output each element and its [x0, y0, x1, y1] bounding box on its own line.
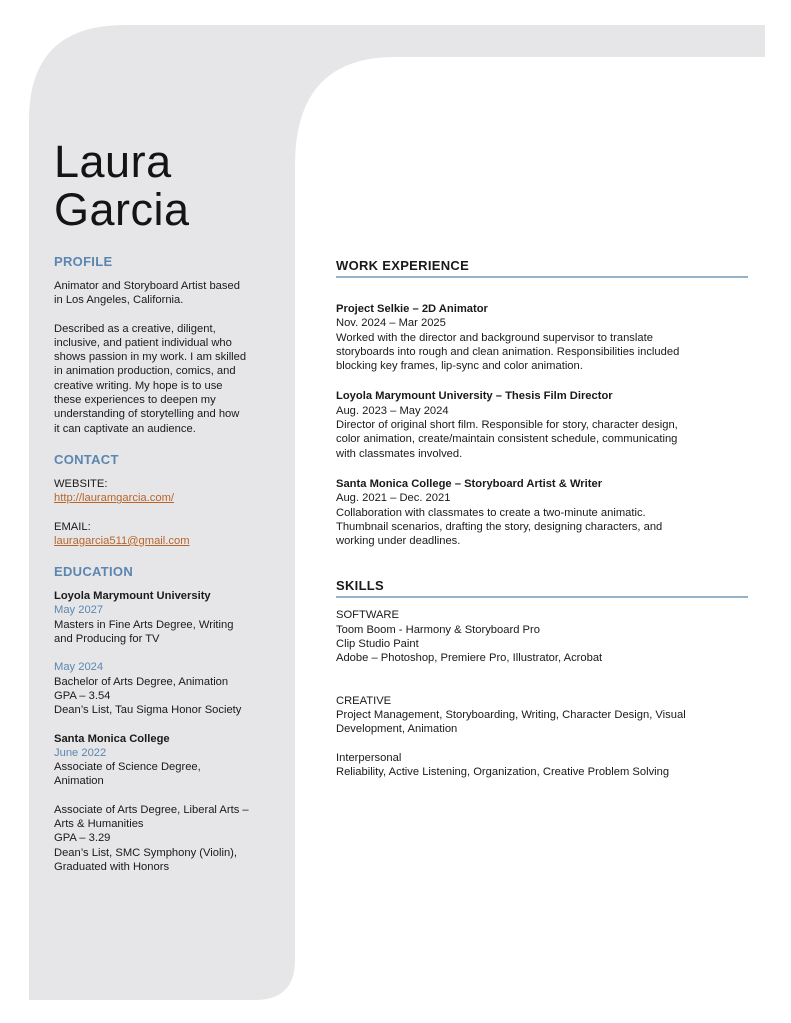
job-title: Loyola Marymount University – Thesis Film Director: [336, 390, 613, 403]
left-column: Laura Garcia PROFILE Animator and Storyboard Artist based in Los Angeles, California. Described as a creative, diligent, inclusive, and patient individual who shows passion in my work. I am skilled in animation production, comics, and creative writing. My hope is to use these experiences to deepen my understanding of storytelling and how it can captivate an audience. CONTACT WEBSITE: http://lauramgarcia.com/ EMAIL: lauragarcia511@gmail.com EDUCATION Loyola Marymount University May 2027 Masters in Fine Arts Degree, Writing and Producing for TV May 2024 Bachelor of Arts Degree, Animation GPA – 3.54 Dean’s List, Tau Sigma Honor Society Santa Monica College June 2022 Associate of Science Degree, Animation Associate of Arts Degree, Liberal Arts – Arts & Humanities GPA – 3.29 Dean’s List, SMC Symphony (Violin), Graduated with Honors: [54, 138, 286, 874]
email-label: EMAIL:: [54, 520, 91, 533]
job-entry: Santa Monica College – Storyboard Artist & Writer Aug. 2021 – Dec. 2021 Collaboration with classmates to create a two-minute animatic. Thumbnail scenarios, drafting the story, designing characters, and working under deadlines.: [336, 477, 748, 548]
first-name: Laura: [54, 136, 172, 187]
email-link[interactable]: lauragarcia511@gmail.com: [54, 534, 190, 547]
education-title: EDUCATION: [54, 564, 134, 580]
profile-paragraph-1: Animator and Storyboard Artist based in Los Angeles, California.: [54, 280, 240, 307]
profile-title: PROFILE: [54, 254, 113, 269]
job-entry: Loyola Marymount University – Thesis Film Director Aug. 2023 – May 2024 Director of original short film. Responsible for story, character design, color animation, create/maintain consistent schedule, communicating with classmates involved.: [336, 389, 748, 460]
lmu-degree-1: Masters in Fine Arts Degree, Writing: [54, 618, 234, 631]
software-label: SOFTWARE: [336, 609, 399, 622]
job-date: Aug. 2023 – May 2024: [336, 404, 449, 417]
job-entry: Project Selkie – 2D Animator Nov. 2024 – Mar 2025 Worked with the director and background supervisor to translate storyboards into rough and clean animation. Responsibilities included blocking key frames, lip-sync and color animation.: [336, 302, 748, 373]
software-skill: Toom Boom - Harmony & Storyboard Pro: [336, 623, 540, 636]
software-skill: Adobe – Photoshop, Premiere Pro, Illustrator, Acrobat: [336, 652, 603, 665]
name-heading: [54, 138, 286, 254]
contact-title: CONTACT: [54, 451, 119, 467]
right-column: WORK EXPERIENCE Project Selkie – 2D Animator Nov. 2024 – Mar 2025 Worked with the director and background supervisor to translate storyboards into rough and clean animation. Responsibilities included blocking key frames, lip-sync and color animation. Loyola Marymount University – Thesis Film Director Aug. 2023 – May 2024 Director of original short film. Responsible for story, character design, color animation, create/maintain consistent schedule, communicating with classmates involved. Santa Monica College – Storyboard Artist & Writer Aug. 2021 – Dec. 2021 Collaboration with classmates to create a two-minute animatic. Thumbnail scenarios, drafting the story, designing characters, and working under deadlines. SKILLS SOFTWARE Toom Boom - Harmony & Storyboard Pro Clip Studio Paint Adobe – Photoshop, Premiere Pro, Illustrator, Acrobat CREATIVE Project Management, Storyboarding, Writing, Character Design, Visual Development, Animation Interpersonal Reliability, Active Listening, Organization, Creative Problem Solving: [336, 258, 748, 779]
job-date: Nov. 2024 – Mar 2025: [336, 317, 446, 330]
skills-title: SKILLS: [336, 578, 748, 598]
profile-paragraph-2: Described as a creative, diligent, inclusive, and patient individual who shows passion in my work. I am skilled in animation production, comics, and creative writing. My hope is to use these experiences to deepen my understanding of storytelling and how it can captivate an audience.: [54, 322, 247, 435]
interpersonal-skills: Reliability, Active Listening, Organization, Creative Problem Solving: [336, 765, 670, 778]
smc-date: June 2022: [54, 746, 107, 759]
job-description: Collaboration with classmates to create a two-minute animatic.: [336, 506, 646, 519]
smc-degree-1: Associate of Science Degree,: [54, 761, 201, 774]
job-title: Santa Monica College – Storyboard Artist & Writer: [336, 477, 603, 490]
interpersonal-label: Interpersonal: [336, 751, 402, 764]
job-date: Aug. 2021 – Dec. 2021: [336, 492, 451, 505]
lmu-date-1: May 2027: [54, 604, 104, 617]
software-skill: Clip Studio Paint: [336, 638, 419, 651]
last-name: Garcia: [54, 184, 190, 235]
website-label: WEBSITE:: [54, 477, 108, 490]
creative-skills: Project Management, Storyboarding, Writing, Character Design, Visual: [336, 708, 686, 721]
job-title: Project Selkie – 2D Animator: [336, 303, 488, 315]
job-description: Director of original short film. Responsible for story, character design,: [336, 419, 678, 432]
lmu-degree-2: Bachelor of Arts Degree, Animation: [54, 675, 229, 688]
smc-degree-2: Associate of Arts Degree, Liberal Arts –: [54, 803, 249, 816]
job-description: Worked with the director and background supervisor to translate: [336, 331, 653, 344]
creative-label: CREATIVE: [336, 694, 392, 707]
smc-school: Santa Monica College: [54, 732, 170, 745]
website-link[interactable]: http://lauramgarcia.com/: [54, 492, 175, 505]
work-experience-title: WORK EXPERIENCE: [336, 258, 748, 278]
lmu-date-2: May 2024: [54, 661, 104, 674]
lmu-school: Loyola Marymount University: [54, 590, 211, 603]
